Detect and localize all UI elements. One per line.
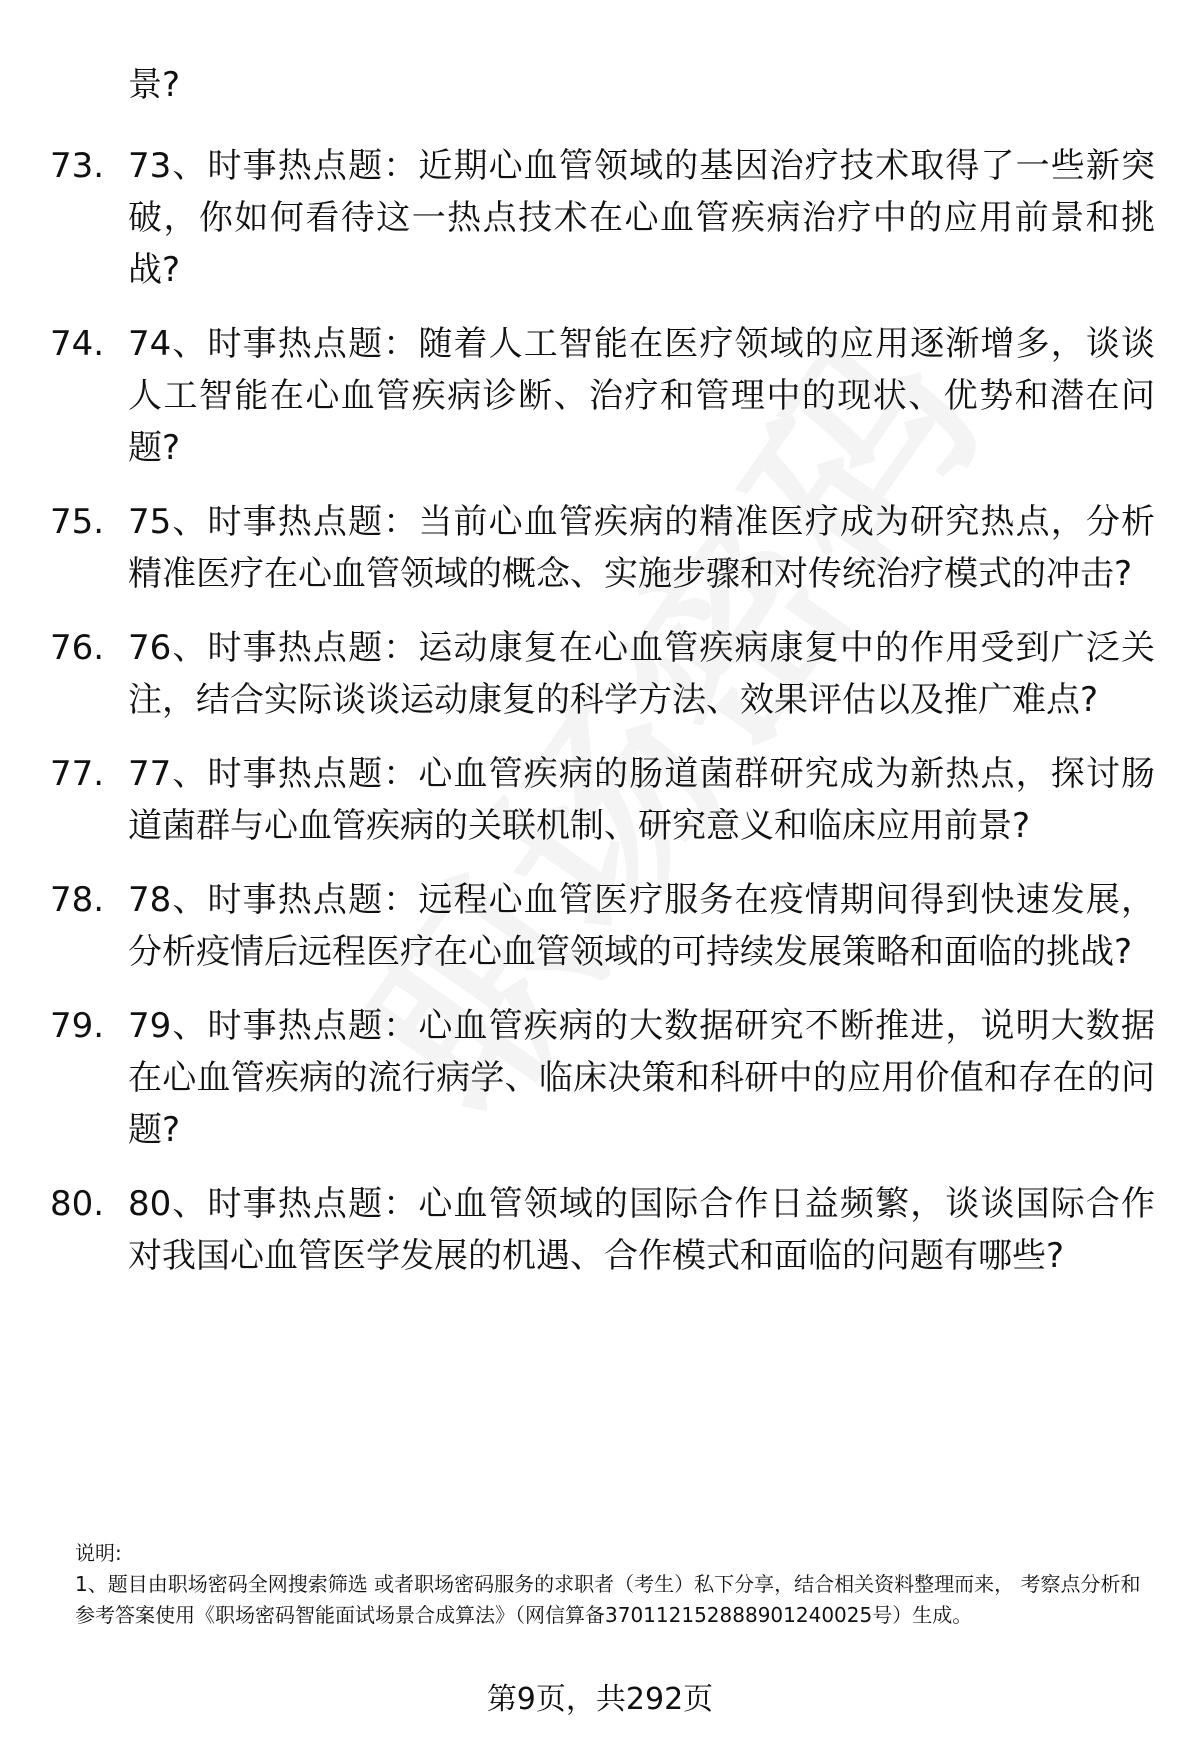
- list-item-number: 80.: [50, 1184, 105, 1224]
- list-item-text: 78、时事热点题：远程心血管医疗服务在疫情期间得到快速发展，分析疫情后远程医疗在心血管领域的可持续发展策略和面临的挑战?: [128, 880, 1155, 972]
- list-item-number: 77.: [50, 754, 105, 794]
- list-item-number: 76.: [50, 628, 105, 668]
- list-item-text: 80、时事热点题：心血管领域的国际合作日益频繁，谈谈国际合作对我国心血管医学发展的机遇、合作模式和面临的问题有哪些?: [128, 1184, 1155, 1276]
- list-item-text: 77、时事热点题：心血管疾病的肠道菌群研究成为新热点，探讨肠道菌群与心血管疾病的关联机制、研究意义和临床应用前景?: [128, 754, 1155, 846]
- list-item-text: 76、时事热点题：运动康复在心血管疾病康复中的作用受到广泛关注，结合实际谈谈运动康复的科学方法、效果评估以及推广难点?: [128, 628, 1155, 720]
- list-item-number: 79.: [50, 1006, 105, 1046]
- list-item-number: 78.: [50, 880, 105, 920]
- explanatory-note: [75, 1538, 1155, 1631]
- list-item-number: 75.: [50, 502, 105, 542]
- list-item: [50, 874, 1155, 978]
- list-item-text: 75、时事热点题：当前心血管疾病的精准医疗成为研究热点，分析精准医疗在心血管领域的概念、实施步骤和对传统治疗模式的冲击?: [128, 502, 1155, 594]
- question-list: [50, 140, 1155, 1304]
- list-item-number: 74.: [50, 324, 105, 364]
- continued-text-fragment: 景?: [128, 65, 181, 105]
- list-item-number: 73.: [50, 146, 105, 186]
- list-item: [50, 318, 1155, 474]
- list-item-text: 79、时事热点题：心血管疾病的大数据研究不断推进，说明大数据在心血管疾病的流行病学、临床决策和科研中的应用价值和存在的问题?: [128, 1006, 1155, 1150]
- list-item: [50, 1178, 1155, 1282]
- page-footer: 第9页，共292页: [486, 1682, 714, 1717]
- note-body: 1、题目由职场密码全网搜索筛选 或者职场密码服务的求职者（考生）私下分享，结合相关资料整理而来， 考察点分析和参考答案使用《职场密码智能面试场景合成算法》（网信算备370112152888901240025号）生成。: [75, 1572, 1141, 1627]
- list-item: [50, 622, 1155, 726]
- list-item: [50, 496, 1155, 600]
- list-item-text: 73、时事热点题：近期心血管领域的基因治疗技术取得了一些新突破，你如何看待这一热点技术在心血管疾病治疗中的应用前景和挑战?: [128, 146, 1155, 290]
- list-item-text: 74、时事热点题：随着人工智能在医疗领域的应用逐渐增多，谈谈人工智能在心血管疾病诊断、治疗和管理中的现状、优势和潜在问题?: [128, 324, 1155, 468]
- note-title: 说明:: [75, 1541, 122, 1565]
- list-item: [50, 748, 1155, 852]
- list-item: [50, 1000, 1155, 1156]
- list-item: [50, 140, 1155, 296]
